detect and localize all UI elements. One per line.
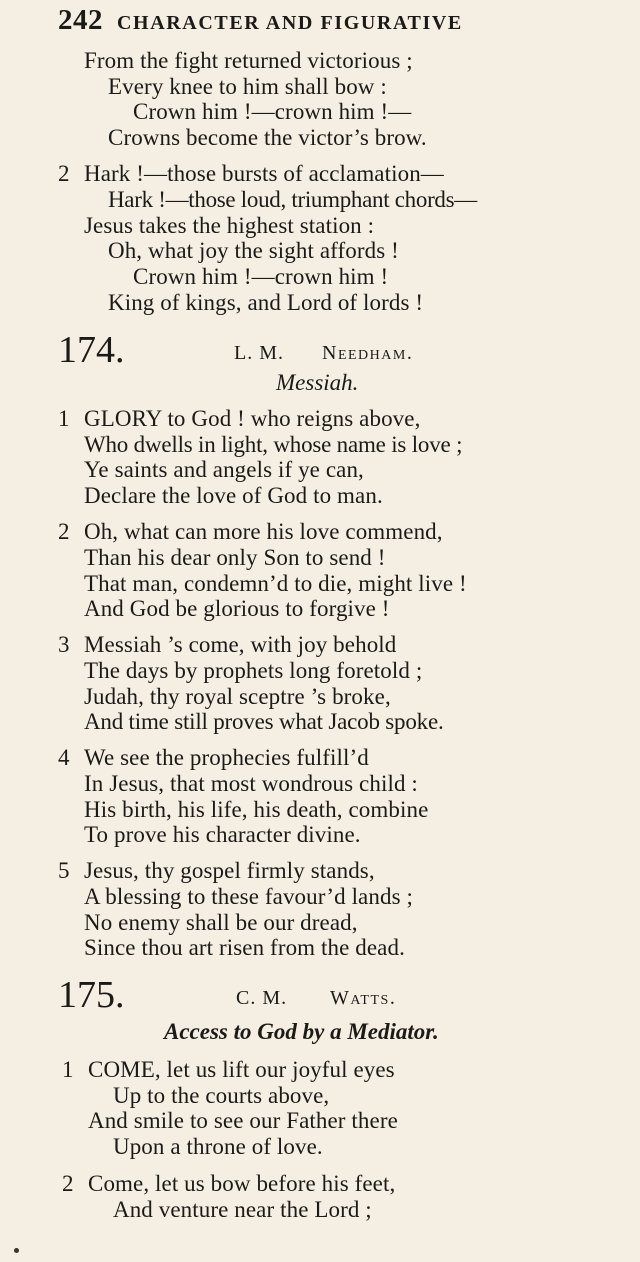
hymn-subject: Access to God by a Mediator. [164, 1019, 439, 1044]
page-number: 242 [58, 4, 103, 36]
verse-line: Hark !—those loud, triumphant chords— [108, 187, 477, 212]
verse-line: Up to the courts above, [113, 1083, 330, 1108]
verse-line: Declare the love of God to man. [84, 483, 383, 508]
verse-line: King of kings, and Lord of lords ! [108, 290, 424, 315]
verse-number: 1 [62, 1057, 74, 1082]
verse-number: 4 [58, 745, 70, 770]
verse-line: Come, let us bow before his feet, [88, 1171, 396, 1196]
running-title: CHARACTER AND FIGURATIVE [117, 12, 463, 34]
verse-number: 2 [58, 519, 70, 544]
verse-number: 3 [58, 632, 70, 657]
verse-line: Jesus, thy gospel firmly stands, [84, 858, 375, 883]
hymn-heading [58, 975, 618, 1017]
ink-speck [14, 1248, 19, 1253]
verse-line: Oh, what can more his love commend, [84, 519, 443, 544]
verse-line: Crown him !—crown him !— [133, 99, 412, 124]
hymn-subject: Messiah. [276, 370, 359, 395]
verse-line: In Jesus, that most wondrous child : [84, 771, 418, 796]
verse-line: And smile to see our Father there [88, 1108, 398, 1133]
verse-number: 1 [58, 406, 70, 431]
verse-line: Hark !—those bursts of acclamation— [84, 161, 444, 186]
page-header [58, 4, 618, 40]
verse-line: Than his dear only Son to send ! [84, 545, 386, 570]
verse-line: Jesus takes the highest station : [84, 213, 375, 238]
hymn-number: 175. [58, 974, 125, 1016]
verse-line: Upon a throne of love. [113, 1134, 323, 1159]
verse-line: A blessing to these favour’d lands ; [84, 884, 413, 909]
verse-line: We see the prophecies fulfill’d [84, 745, 369, 770]
verse-line: Crown him !—crown him ! [133, 264, 389, 289]
verse-number: 5 [58, 858, 70, 883]
verse-line: Oh, what joy the sight affords ! [108, 238, 399, 263]
verse-line: Ye saints and angels if ye can, [84, 457, 364, 482]
verse-line: Who dwells in light, whose name is love ; [84, 432, 463, 457]
verse-line: From the fight returned victorious ; [84, 48, 413, 73]
hymn-tune: Watts. [330, 987, 397, 1009]
hymn-meter: C. M. [236, 987, 288, 1009]
verse-line: His birth, his life, his death, combine [84, 797, 429, 822]
verse-line: That man, condemn’d to die, might live ! [84, 571, 467, 596]
verse-line: To prove his character divine. [84, 822, 361, 847]
hymn-number: 174. [58, 329, 125, 371]
verse-line: The days by prophets long foretold ; [84, 658, 423, 683]
verse-line: Since thou art risen from the dead. [84, 935, 405, 960]
verse-number: 2 [58, 161, 70, 186]
verse-line: And time still proves what Jacob spoke. [84, 709, 444, 734]
hymn-heading [58, 330, 618, 372]
verse-line: Crowns become the victor’s brow. [108, 125, 427, 150]
verse-line: And venture near the Lord ; [113, 1197, 372, 1222]
verse-line: And God be glorious to forgive ! [84, 596, 390, 621]
hymn-tune: Needham. [322, 342, 414, 364]
verse-number: 2 [62, 1171, 74, 1196]
verse-line: GLORY to God ! who reigns above, [84, 406, 421, 431]
verse-line: Judah, thy royal sceptre ’s broke, [84, 684, 391, 709]
verse-line: Every knee to him shall bow : [108, 74, 387, 99]
verse-line: Messiah ’s come, with joy behold [84, 632, 397, 657]
verse-line: COME, let us lift our joyful eyes [88, 1057, 395, 1082]
verse-line: No enemy shall be our dread, [84, 910, 358, 935]
hymn-meter: L. M. [234, 342, 284, 364]
